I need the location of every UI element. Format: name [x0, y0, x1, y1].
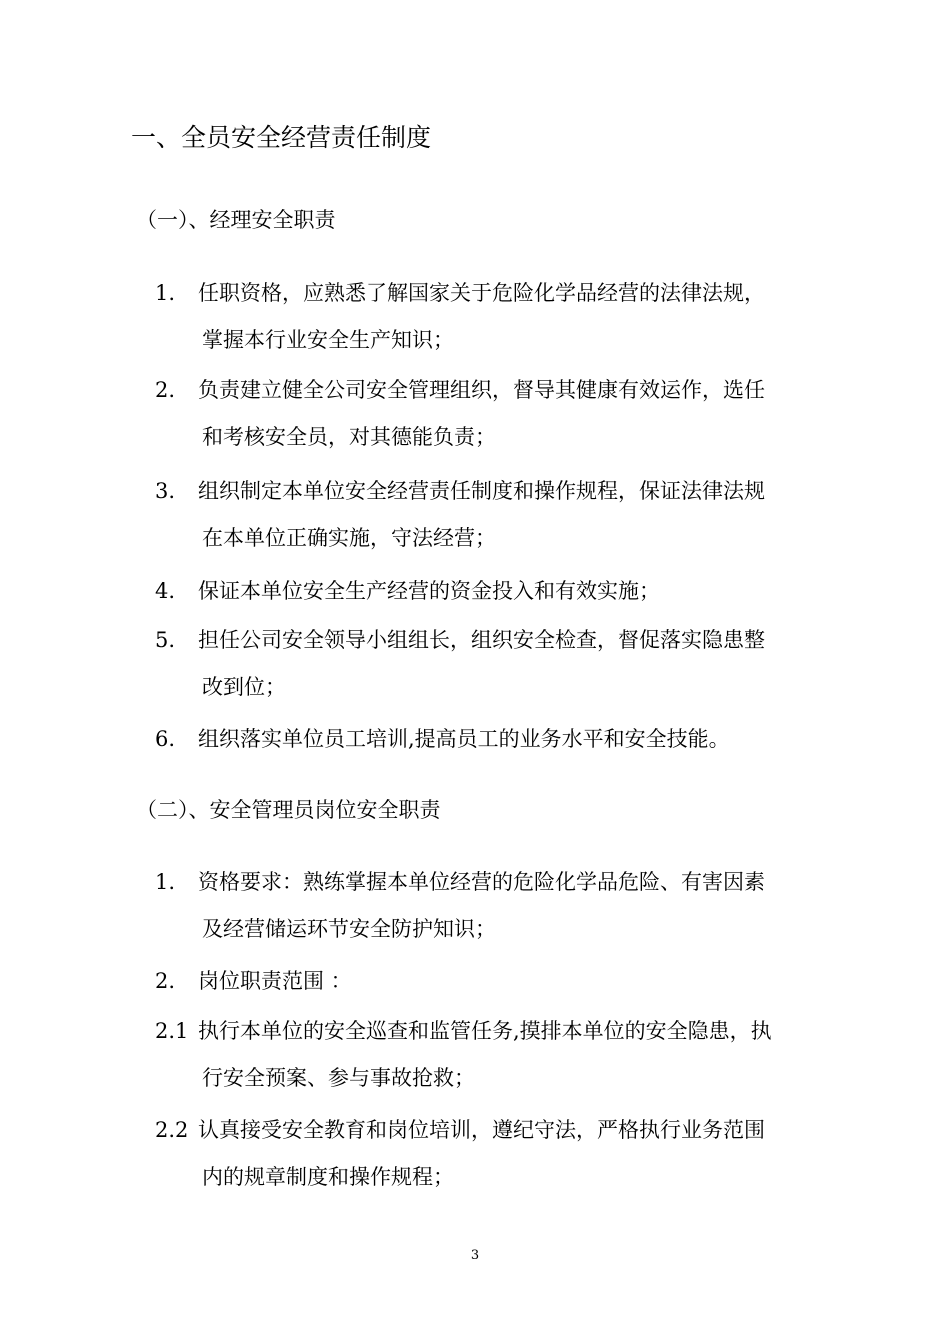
list-item-text: 行安全预案、参与事故抢救；	[202, 1066, 475, 1090]
list-item-number: 2.	[155, 378, 176, 402]
list-item-text: 和考核安全员，对其德能负责；	[202, 425, 496, 449]
section-heading-safety-officer-duties: （二）、安全管理员岗位安全职责	[136, 798, 441, 822]
list-item-text: 组织制定本单位安全经营责任制度和操作规程，保证法律法规	[198, 479, 765, 503]
list-item-text: 担任公司安全领导小组组长，组织安全检查，督促落实隐患整	[198, 628, 765, 652]
list-item-number: 2.1	[155, 1019, 189, 1043]
list-item-number: 2.	[155, 969, 176, 993]
list-item-text: 组织落实单位员工培训,提高员工的业务水平和安全技能。	[198, 727, 730, 751]
list-item-text: 内的规章制度和操作规程；	[202, 1165, 454, 1189]
list-item-text: 岗位职责范围 ：	[198, 969, 352, 993]
list-item-number: 2.2	[155, 1118, 189, 1142]
list-item-number: 4.	[155, 579, 176, 603]
page-number: 3	[470, 1248, 480, 1263]
document-title: 一、全员安全经营责任制度	[131, 123, 432, 152]
list-item-text: 资格要求：熟练掌握本单位经营的危险化学品危险、有害因素	[198, 870, 765, 894]
list-item-text: 执行本单位的安全巡查和监管任务,摸排本单位的安全隐患，执	[198, 1019, 772, 1043]
list-item-text: 保证本单位安全生产经营的资金投入和有效实施；	[198, 579, 660, 603]
list-item-number: 3.	[155, 479, 176, 503]
list-item-text: 认真接受安全教育和岗位培训，遵纪守法，严格执行业务范围	[198, 1118, 765, 1142]
list-item-text: 掌握本行业安全生产知识；	[202, 328, 454, 352]
list-item-text: 及经营储运环节安全防护知识；	[202, 917, 496, 941]
list-item-text: 负责建立健全公司安全管理组织，督导其健康有效运作，选任	[198, 378, 765, 402]
list-item-text: 改到位；	[202, 675, 286, 699]
list-item-number: 6.	[155, 727, 176, 751]
section-heading-manager-duties: （一）、经理安全职责	[136, 208, 336, 232]
list-item-number: 1.	[155, 281, 176, 305]
list-item-text: 任职资格，应熟悉了解国家关于危险化学品经营的法律法规，	[198, 281, 765, 305]
list-item-number: 5.	[155, 628, 176, 652]
list-item-text: 在本单位正确实施，守法经营；	[202, 526, 496, 550]
list-item-number: 1.	[155, 870, 176, 894]
